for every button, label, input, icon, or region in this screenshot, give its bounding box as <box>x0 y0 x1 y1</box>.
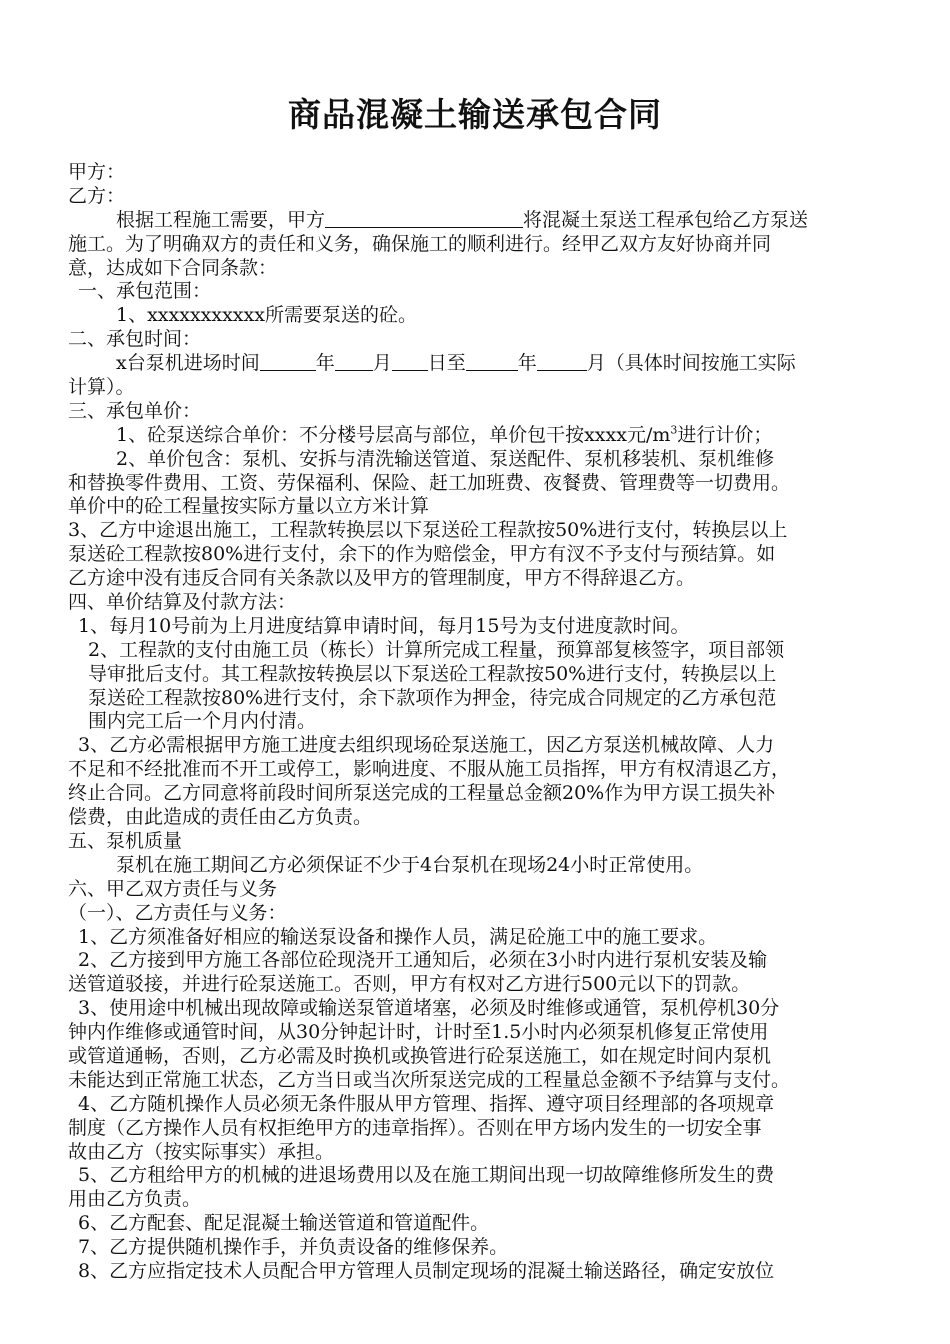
section-heading: 一、承包范围： <box>78 280 212 303</box>
clause-line: 4、乙方随机操作人员必须无条件服从甲方管理、指挥、遵守项目经理部的各项规章 <box>78 1092 775 1115</box>
superscript: 3 <box>670 423 678 437</box>
clause-line: 3、乙方必需根据甲方施工进度去组织现场砼泵送施工，因乙方泵送机械故障、人力 <box>78 734 775 757</box>
clause-line: 2、单价包含：泵机、安拆与清洗输送管道、泵送配件、泵机移装机、泵机维修 <box>116 447 775 470</box>
section-heading: 三、承包单价： <box>68 399 202 422</box>
clause-line: 送管道驳接，并进行砼泵送施工。否则，甲方有权对乙方进行500元以下的罚款。 <box>68 973 751 996</box>
document-title: 商品混凝土输送承包合同 <box>288 95 662 134</box>
date-blank <box>335 352 373 371</box>
clause-line: 终止合同。乙方同意将前段时间所泵送完成的工程量总金额20%作为甲方误工损失补 <box>68 782 776 805</box>
section-heading: 四、单价结算及付款方法： <box>68 591 297 614</box>
clause-line: 1、xxxxxxxxxxx所需要泵送的砼。 <box>116 304 417 327</box>
clause-line: 未能达到正常施工状态，乙方当日或当次所泵送完成的工程量总金额不予结算与支付。 <box>68 1068 791 1091</box>
clause-line: 泵送砼工程款按80%进行支付，余下款项作为押金，待完成合同规定的乙方承包范 <box>88 686 777 709</box>
clause-line: 1、乙方须准备好相应的输送泵设备和操作人员，满足砼施工中的施工要求。 <box>78 925 718 948</box>
clause-line: 钟内作维修或通管时间，从30分钟起计时，计时至1.5小时内必须泵机修复正常使用 <box>68 1021 769 1044</box>
intro-line: 意，达成如下合同条款： <box>68 256 278 279</box>
clause-line: 7、乙方提供随机操作手，并负责设备的维修保养。 <box>78 1236 509 1259</box>
clause-line: 2、乙方接到甲方施工各部位砼现浇开工通知后，必须在3小时内进行泵机安装及输 <box>78 949 768 972</box>
clause-line: 5、乙方租给甲方的机械的进退场费用以及在施工期间出现一切故障维修所发生的费 <box>78 1164 775 1187</box>
clause-text: 进行计价； <box>677 423 773 446</box>
clause-line: 3、使用途中机械出现故障或输送泵管道堵塞，必须及时维修或通管，泵机停机30分 <box>78 997 780 1020</box>
clause-line: 或管道通畅，否则，乙方必需及时换机或换管进行砼泵送施工，如在规定时间内泵机 <box>68 1044 772 1067</box>
clause-text: 1、砼泵送综合单价：不分楼号层高与部位，单价包干按xxxx元/m <box>116 423 671 446</box>
clause-line: 泵机在施工期间乙方必须保证不少于4台泵机在现场24小时正常使用。 <box>116 853 704 876</box>
section-heading: 二、承包时间： <box>68 328 202 351</box>
intro-text: 根据工程施工需要，甲方 <box>116 208 326 231</box>
clause-line: 8、乙方应指定技术人员配合甲方管理人员制定现场的混凝土输送路径，确定安放位 <box>78 1259 775 1282</box>
intro-line <box>68 209 908 233</box>
clause-line: 偿费，由此造成的责任由乙方负责。 <box>68 806 373 829</box>
clause-line: 用由乙方负责。 <box>68 1188 202 1211</box>
clause-line: 3、乙方中途退出施工，工程款转换层以下泵送砼工程款按50%进行支付，转换层以上 <box>68 519 788 542</box>
subsection-heading: （一）、乙方责任与义务： <box>68 901 287 924</box>
party-a-line: 甲方： <box>68 161 126 183</box>
clause-line: 计算）。 <box>68 376 135 399</box>
clause-text: 年 <box>315 352 335 375</box>
date-blank <box>392 352 428 371</box>
clause-line: 制度（乙方操作人员有权拒绝甲方的违章指挥）。否则在甲方场内发生的一切安全事 <box>68 1116 762 1139</box>
clause-line: 乙方途中没有违反合同有关条款以及甲方的管理制度，甲方不得辞退乙方。 <box>68 567 696 590</box>
date-blank <box>466 352 518 371</box>
clause-text: 月 <box>372 352 392 375</box>
clause-line: 单价中的砼工程量按实际方量以立方米计算 <box>68 495 430 518</box>
clause-line: 1、每月10号前为上月进度结算申请时间，每月15号为支付进度款时间。 <box>78 614 690 637</box>
clause-line: 导审批后支付。其工程款按转换层以下泵送砼工程款按50%进行支付，转换层以上 <box>88 662 777 685</box>
document-body <box>68 161 908 1284</box>
clause-line: 2、工程款的支付由施工员（栋长）计算所完成工程量，预算部复核签字，项目部领 <box>88 638 785 661</box>
clause-text: 月（具体时间按施工实际 <box>586 352 796 375</box>
section-heading: 六、甲乙双方责任与义务 <box>68 877 278 900</box>
clause-line: 围内完工后一个月内付清。 <box>88 710 317 733</box>
clause-text: 年 <box>517 352 537 375</box>
clause-line <box>68 352 908 376</box>
clause-line <box>68 424 908 448</box>
intro-line: 施工。为了明确双方的责任和义务，确保施工的顺利进行。经甲乙双方友好协商并同 <box>68 232 772 255</box>
intro-text: 将混凝土泵送工程承包给乙方泵送 <box>523 208 809 231</box>
date-blank <box>260 352 316 371</box>
date-blank <box>537 352 587 371</box>
clause-text: 日至 <box>427 352 466 375</box>
clause-line: 不足和不经批准而不开工或停工，影响进度、不服从施工员指挥，甲方有权清退乙方， <box>68 758 791 781</box>
party-a-name-blank <box>325 209 523 228</box>
clause-line: 泵送砼工程款按80%进行支付，余下的作为赔偿金，甲方有汊不予支付与预结算。如 <box>68 543 776 566</box>
clause-line: 故由乙方（按实际事实）承担。 <box>68 1140 335 1163</box>
clause-text: x台泵机进场时间 <box>116 352 260 375</box>
section-heading: 五、泵机质量 <box>68 829 183 852</box>
clause-line: 和替换零件费用、工资、劳保福利、保险、赶工加班费、夜餐费、管理费等一切费用。 <box>68 471 791 494</box>
clause-line: 6、乙方配套、配足混凝土输送管道和管道配件。 <box>78 1212 490 1235</box>
party-b-line: 乙方： <box>68 184 126 207</box>
